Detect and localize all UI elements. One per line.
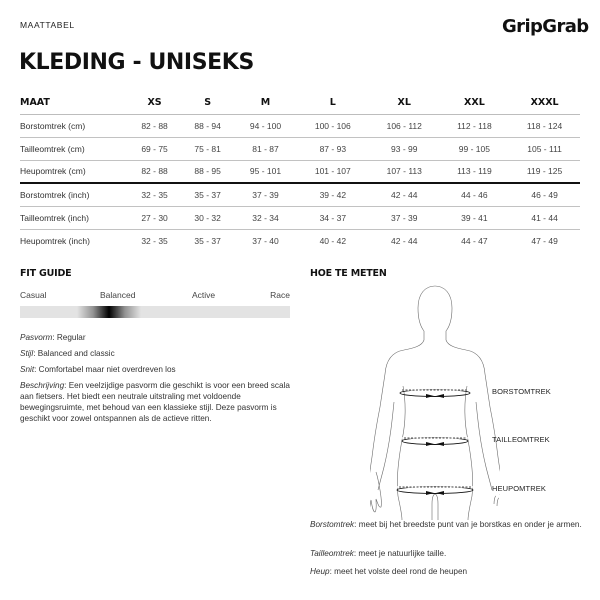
row-label: Heupomtrek (cm) [20, 160, 128, 183]
table-cell: 34 - 37 [297, 206, 369, 229]
fit-detail-pasvorm [20, 332, 292, 343]
table-row [20, 229, 580, 252]
table-row [20, 206, 580, 229]
hip-measure [397, 487, 473, 496]
table-cell: 112 - 118 [440, 114, 510, 137]
table-cell: 37 - 39 [234, 183, 297, 206]
fit-scale-bar [20, 306, 290, 318]
fit-detail-value: Balanced and classic [37, 349, 115, 358]
table-row [20, 160, 580, 183]
table-cell: 69 - 75 [128, 137, 181, 160]
instruction-chest [310, 519, 590, 530]
fit-scale-labels [20, 290, 290, 302]
fit-detail-key: Pasvorm [20, 333, 53, 342]
table-cell: 41 - 44 [509, 206, 580, 229]
chest-measure [400, 390, 470, 399]
figure-label-waist: TAILLEOMTREK [492, 435, 550, 444]
fit-scale-race: Race [270, 290, 290, 300]
table-row [20, 183, 580, 206]
table-row [20, 137, 580, 160]
table-cell: 119 - 125 [509, 160, 580, 183]
fit-detail-key: Beschrijving [20, 381, 65, 390]
fit-detail-colon: : [34, 365, 39, 374]
instruction-colon: : [353, 549, 359, 558]
page-title: KLEDING - UNISEKS [19, 50, 254, 75]
fit-detail-colon: : [33, 349, 38, 358]
column-header: XS [128, 92, 181, 114]
row-label: Borstomtrek (inch) [20, 183, 128, 206]
table-cell: 35 - 37 [194, 235, 221, 246]
table-cell: 40 - 42 [319, 235, 347, 246]
table-cell: 27 - 30 [128, 206, 181, 229]
table-cell: 30 - 32 [181, 206, 234, 229]
row-label: Tailleomtrek (cm) [20, 137, 128, 160]
table-cell: 44 - 46 [440, 183, 510, 206]
table-cell: 32 - 34 [234, 206, 297, 229]
instruction-key: Tailleomtrek [310, 549, 354, 558]
table-cell: 46 - 49 [509, 183, 580, 206]
fit-scale-balanced: Balanced [100, 290, 136, 300]
fit-detail-value: Regular [56, 333, 86, 342]
table-cell: 88 - 94 [181, 114, 234, 137]
fit-detail-beschrijving [20, 380, 292, 424]
table-cell: 93 - 99 [369, 137, 440, 160]
table-cell: 100 - 106 [297, 114, 369, 137]
fit-detail-value: Comfortabel maar niet overdreven los [38, 365, 176, 374]
figure-label-hip: HEUPOMTREK [492, 484, 546, 493]
table-cell: 113 - 119 [440, 160, 510, 183]
fit-detail-colon: : [52, 333, 57, 342]
table-cell: 37 - 40 [252, 235, 279, 246]
instruction-colon: : [354, 520, 359, 529]
instruction-value: meet het volste deel rond de heupen [334, 567, 468, 576]
table-cell: 82 - 88 [128, 114, 181, 137]
instruction-key: Borstomtrek [310, 520, 355, 529]
table-cell: 47 - 49 [531, 235, 558, 246]
table-cell: 81 - 87 [234, 137, 297, 160]
fit-scale-active: Active [192, 290, 216, 300]
row-label: Heupomtrek (inch) [20, 235, 90, 246]
table-cell: 87 - 93 [297, 137, 369, 160]
table-cell: 35 - 37 [181, 183, 234, 206]
table-cell: 99 - 105 [440, 137, 510, 160]
instruction-value: meet je natuurlijke taille. [358, 549, 447, 558]
column-header: MAAT [20, 92, 128, 114]
page-kicker: MAATTABEL [20, 20, 75, 30]
brand-logo: GripGrab [502, 16, 589, 37]
table-cell: 106 - 112 [369, 114, 440, 137]
table-cell: 118 - 124 [509, 114, 580, 137]
column-header: S [181, 92, 234, 114]
instruction-waist [310, 548, 590, 559]
figure-label-chest: BORSTOMTREK [492, 387, 551, 396]
body-outline [370, 286, 500, 520]
table-row [20, 114, 580, 137]
table-cell: 101 - 107 [297, 160, 369, 183]
table-cell: 32 - 35 [128, 183, 181, 206]
table-cell: 39 - 42 [297, 183, 369, 206]
instruction-hip [310, 566, 590, 577]
table-cell: 37 - 39 [369, 206, 440, 229]
table-cell: 32 - 35 [141, 235, 168, 246]
column-header: M [234, 92, 297, 114]
fit-detail-value: Een veelzijdige pasvorm die geschikt is voor een breed scala aan fietsers. Het biedt een neutrale uitstraling met voldoende bewegingsruimte, met behoud van een klassieke stijl. Deze pasvorm is geschikt voor zowel ontspannen als de actieve ritten. [20, 381, 290, 423]
fit-detail-snit [20, 364, 292, 375]
table-cell: 105 - 111 [509, 137, 580, 160]
size-table [20, 92, 580, 252]
column-header: XXL [440, 92, 510, 114]
row-label: Borstomtrek (cm) [20, 114, 128, 137]
table-cell: 42 - 44 [391, 235, 418, 246]
fit-detail-key: Stijl [20, 349, 34, 358]
fit-detail-key: Snit [20, 365, 35, 374]
fit-detail-stijl [20, 348, 292, 359]
table-cell: 107 - 113 [369, 160, 440, 183]
table-cell: 88 - 95 [181, 160, 234, 183]
instruction-colon: : [329, 567, 335, 576]
waist-measure [402, 438, 468, 447]
column-header: XXXL [509, 92, 580, 114]
fit-scale-casual: Casual [20, 290, 47, 300]
table-cell: 94 - 100 [234, 114, 297, 137]
table-cell: 75 - 81 [181, 137, 234, 160]
column-header: L [297, 92, 369, 114]
instruction-value: meet bij het breedste punt van je borstkas en onder je armen. [358, 520, 582, 529]
fit-detail-colon: : [64, 381, 69, 390]
row-label: Tailleomtrek (inch) [20, 206, 128, 229]
table-cell: 44 - 47 [461, 235, 488, 246]
table-cell: 82 - 88 [128, 160, 181, 183]
body-figure-illustration [370, 282, 500, 520]
column-header: XL [369, 92, 440, 114]
table-cell: 42 - 44 [369, 183, 440, 206]
instruction-key: Heup [310, 567, 330, 576]
fit-scale-marker [77, 306, 141, 318]
size-table-header [20, 92, 580, 114]
table-cell: 95 - 101 [234, 160, 297, 183]
fit-guide-title: FIT GUIDE [20, 268, 72, 279]
table-cell: 39 - 41 [440, 206, 510, 229]
how-to-measure-title: HOE TE METEN [310, 268, 387, 279]
